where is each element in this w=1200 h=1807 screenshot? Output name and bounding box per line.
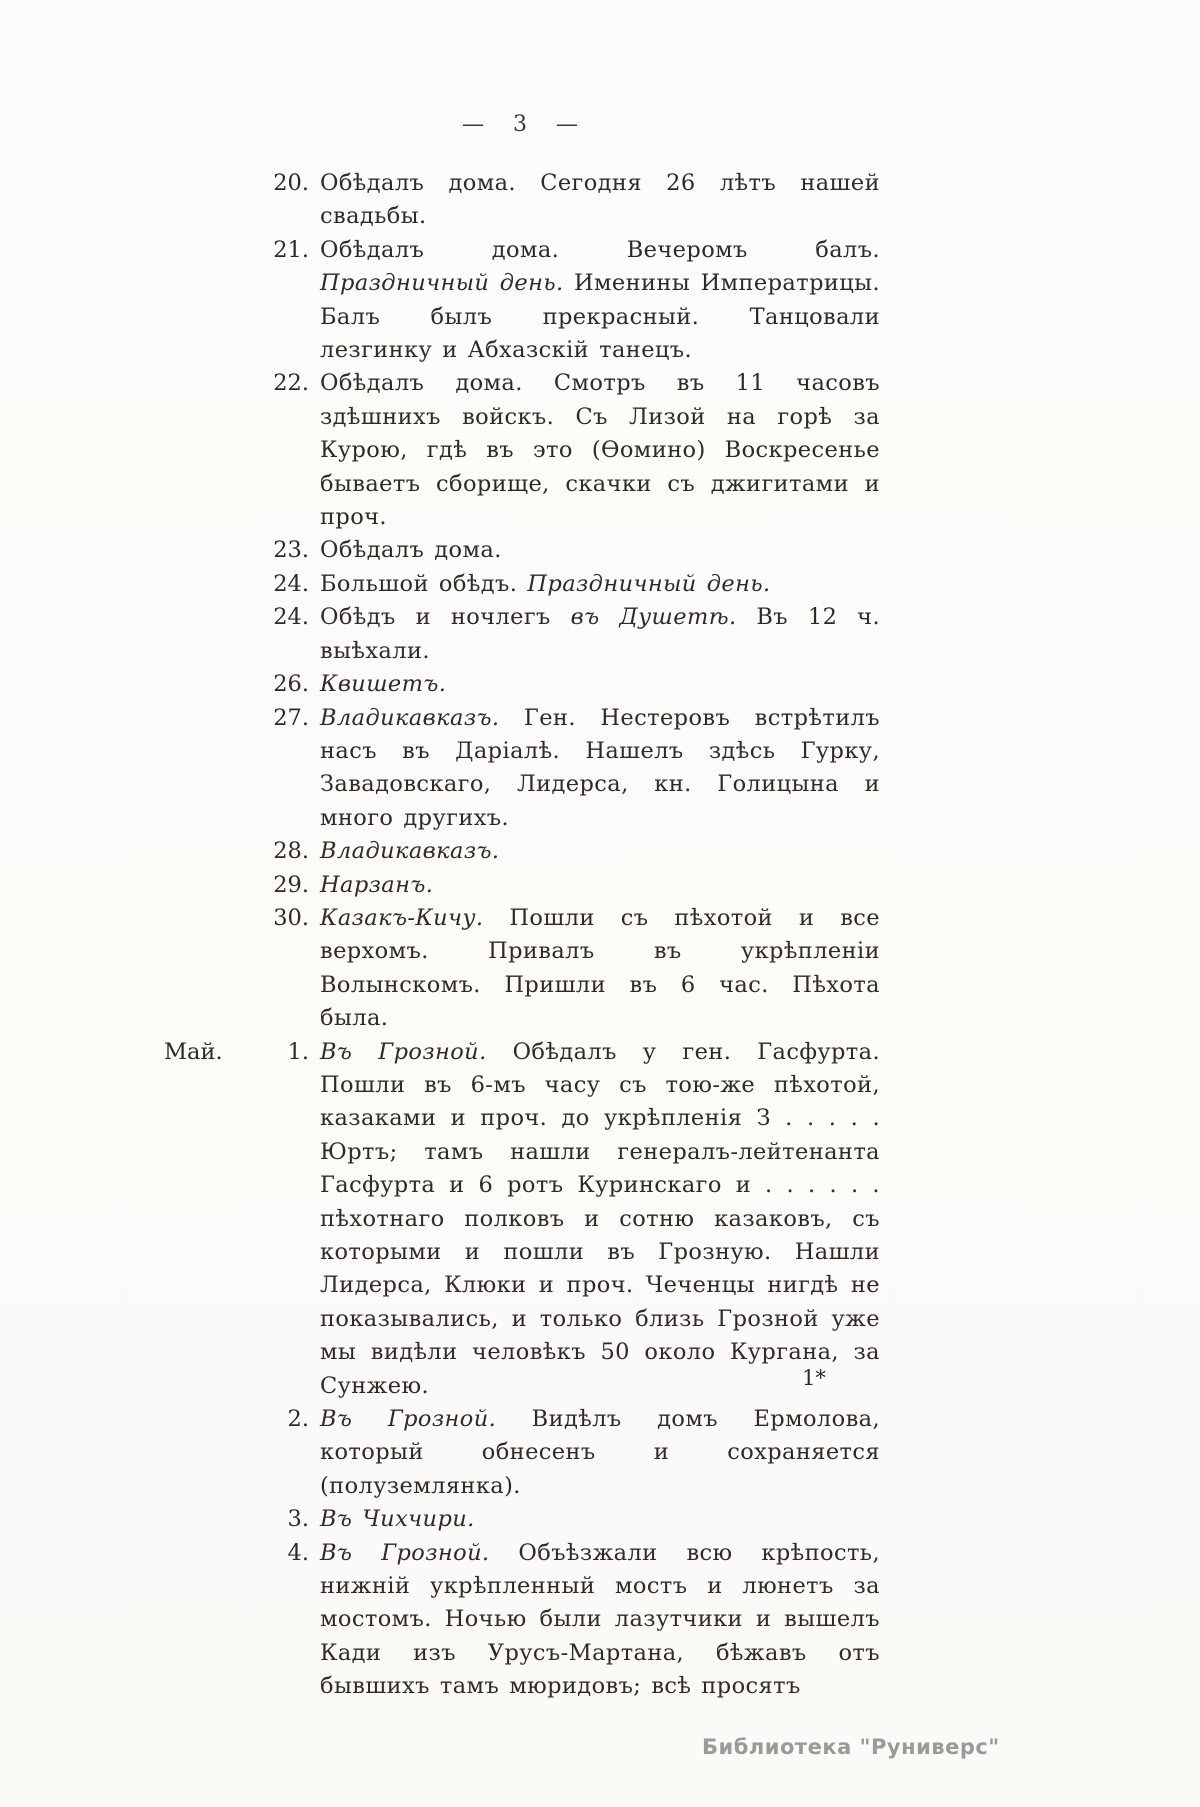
entry-text xyxy=(320,534,880,567)
entry-number: 24. xyxy=(273,570,309,597)
entry-segment-italic: Казакъ-Кичу. xyxy=(320,904,484,931)
entry-segment-italic: Владикавказъ. xyxy=(320,838,500,865)
entry-number: 20. xyxy=(273,170,309,196)
diary-entry xyxy=(262,668,880,701)
entry-number: 3. xyxy=(287,1506,309,1533)
entry-text xyxy=(320,702,880,836)
diary-entry xyxy=(262,702,880,836)
entry-segment: Именины Императрицы. Балъ былъ прекрасный. Танцовали лезгинку и Абхазскій танецъ. xyxy=(320,270,881,364)
entry-segment-italic: въ Душетѣ. xyxy=(570,604,737,631)
entry-text xyxy=(320,1036,880,1403)
entry-number: 22. xyxy=(273,370,309,397)
entry-segment-italic: Въ Грозной. xyxy=(320,1406,497,1433)
entry-segment-italic: Нарзанъ. xyxy=(320,871,434,898)
signature-mark: 1* xyxy=(802,1366,826,1390)
diary-entry xyxy=(262,869,880,902)
diary-entry xyxy=(262,568,880,601)
entry-text xyxy=(320,167,880,234)
entry-number: 27. xyxy=(273,704,309,731)
entry-segment: Обѣдалъ у ген. Гасфурта. Пошли въ 6-мъ часу съ тою-же пѣхотой, казаками и проч. до укрѣпленія З . . . . . Юртъ; тамъ нашли генералъ-лейтенанта Гасфурта и 6 ротъ Куринскаго и . . . . . . пѣхотнаго полковъ и сотню казаковъ, съ которыми и пошли въ Грозную. Нашли Лидерса, Клюки и проч. Чеченцы нигдѣ не показывались, и только близь Грозной уже мы видѣли человѣкъ 50 около Кургана, за Сунжею. xyxy=(320,1038,880,1399)
entry-segment-italic: Квишетъ. xyxy=(320,671,447,698)
entry-number: 30. xyxy=(273,904,309,931)
entry-segment: Обѣдалъ дома. xyxy=(320,537,502,564)
diary-entry xyxy=(262,167,880,234)
entry-text xyxy=(320,835,880,868)
entry-segment-italic: Въ Грозной. xyxy=(320,1539,490,1566)
diary-entry xyxy=(262,902,880,1036)
entry-number: 23. xyxy=(273,537,309,564)
entry-segment: Въ 12 ч. выѣхали. xyxy=(320,604,880,664)
entry-segment-italic: Въ Чихчири. xyxy=(320,1506,475,1533)
diary-entries xyxy=(164,167,881,1704)
entry-segment: Обѣдалъ дома. Вечеромъ балъ. xyxy=(320,236,880,263)
entry-text xyxy=(320,1503,880,1536)
entry-number: 4. xyxy=(287,1539,309,1566)
month-label: Май. xyxy=(164,1038,223,1065)
entry-segment-italic: Владикавказъ. xyxy=(320,704,500,731)
diary-entry xyxy=(262,367,880,534)
entry-segment-italic: Въ Грозной. xyxy=(320,1038,487,1065)
entry-number: 21. xyxy=(273,236,309,263)
entry-segment: Обѣдалъ дома. Сегодня 26 лѣтъ нашей свадьбы. xyxy=(320,170,880,230)
diary-entry xyxy=(262,234,880,368)
entry-text xyxy=(320,1537,880,1704)
diary-entry xyxy=(262,835,880,868)
page-number: — 3 — xyxy=(462,112,578,137)
entry-number: 2. xyxy=(287,1406,309,1433)
entry-number: 29. xyxy=(273,871,309,898)
entry-segment: Большой обѣдъ. xyxy=(320,570,528,597)
entry-segment: Обѣдъ и ночлегъ xyxy=(320,604,571,631)
entry-segment: Объѣзжали всю крѣпость, нижній укрѣпленный мостъ и люнетъ за мостомъ. Ночью были лазутчики и вышелъ Кади изъ Урусъ-Мартана, бѣжавъ отъ бывшихъ тамъ мюридовъ; всѣ просятъ xyxy=(320,1539,880,1700)
entry-number: 28. xyxy=(273,838,309,865)
diary-entry xyxy=(262,601,880,668)
diary-entry xyxy=(164,1036,880,1403)
entry-segment: Ген. Нестеровъ встрѣтилъ насъ въ Даріалѣ. Нашелъ здѣсь Гурку, Завадовскаго, Лидерса, кн. Голицына и много другихъ. xyxy=(320,704,880,831)
entry-segment-italic: Праздничный день. xyxy=(320,270,564,297)
entry-text xyxy=(320,234,880,368)
diary-entry xyxy=(262,1537,880,1704)
entry-text xyxy=(320,902,880,1036)
entry-segment: Пошли съ пѣхотой и все верхомъ. Привалъ въ укрѣпленіи Волынскомъ. Пришли въ 6 час. Пѣхота была. xyxy=(320,904,880,1032)
entry-number: 24. xyxy=(273,604,309,631)
entry-text xyxy=(320,668,880,701)
entry-text xyxy=(320,869,880,902)
diary-entry xyxy=(262,1403,880,1503)
entry-text xyxy=(320,367,880,534)
diary-entry xyxy=(262,1503,880,1536)
entry-text xyxy=(320,1403,880,1503)
diary-entry xyxy=(262,534,880,567)
entry-text xyxy=(320,568,880,601)
entry-segment: Обѣдалъ дома. Смотръ въ 11 часовъ здѣшнихъ войскъ. Съ Лизой на горѣ за Курою, гдѣ въ это (Ѳомино) Воскресенье бываетъ сборище, скачки съ джигитами и проч. xyxy=(320,370,880,531)
entry-segment-italic: Праздничный день. xyxy=(527,570,771,597)
library-watermark: Библиотека "Руниверс" xyxy=(702,1735,1000,1759)
entry-number: 26. xyxy=(273,671,309,698)
entry-text xyxy=(320,601,880,668)
entry-number: 1. xyxy=(287,1038,309,1065)
entry-segment: Видѣлъ домъ Ермолова, который обнесенъ и сохраняется (полуземлянка). xyxy=(320,1406,881,1499)
